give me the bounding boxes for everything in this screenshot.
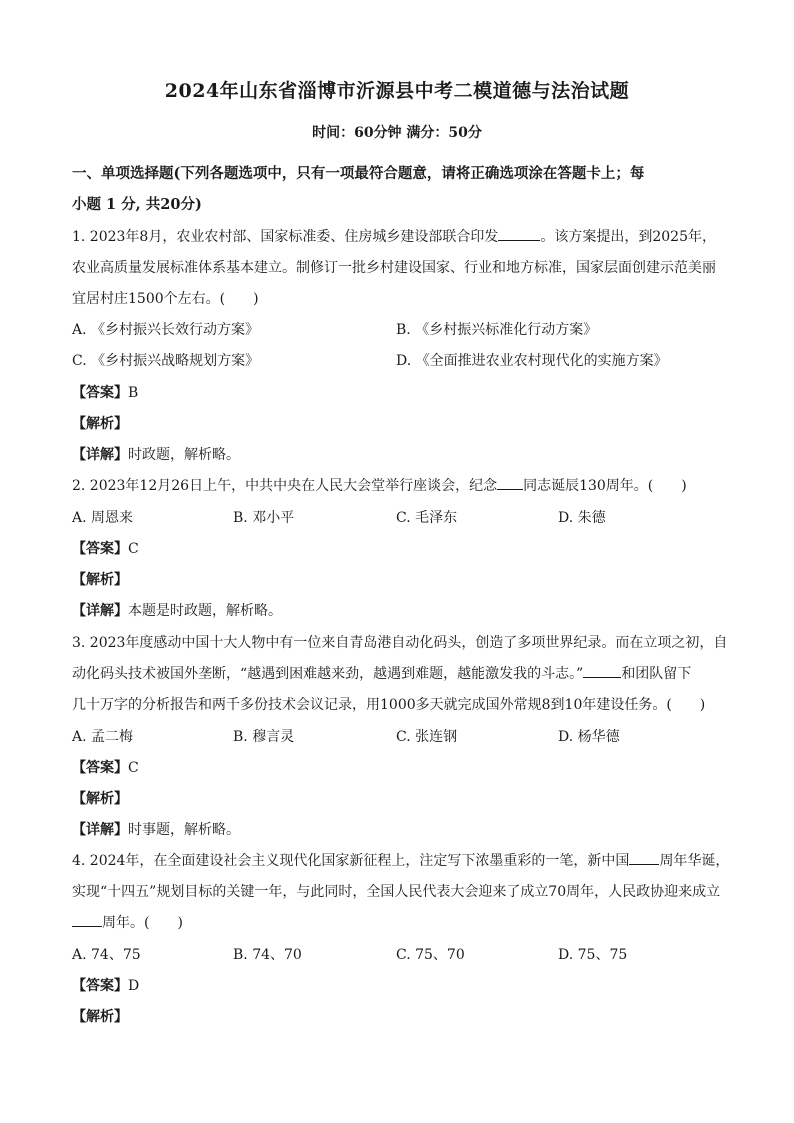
detail-text: 时政题，解析略。 (128, 447, 240, 463)
question-3-line2 (72, 663, 691, 683)
q1-detail (72, 444, 240, 464)
q2-answer (72, 538, 139, 558)
answer-label: 【答案】 (72, 385, 128, 401)
question-4-line2: 实现“十四五”规划目标的关键一年，与此同时，全国人民代表大会迎来了成立70周年，人民政协迎来成立 (72, 884, 721, 900)
question-2-text-a: 2. 2023年12月26日上午，中共中央在人民大会堂举行座谈会，纪念 (72, 478, 498, 494)
detail-text: 时事题，解析略。 (128, 822, 240, 838)
q3-option-b: B. 穆言灵 (233, 729, 295, 745)
question-1-line2: 农业高质量发展标准体系基本建立。制修订一批乡村建设国家、行业和地方标准，国家层面创建示范美丽 (72, 260, 716, 276)
q1-option-a: A. 《乡村振兴长效行动方案》 (72, 322, 260, 338)
q4-option-b: B. 74、70 (233, 947, 302, 963)
fill-blank (629, 852, 659, 865)
question-4-text-b: 周年华诞， (659, 853, 730, 869)
fill-blank (498, 228, 540, 241)
question-2-text-b: 同志诞辰130周年。( ) (523, 478, 687, 494)
page-title: 2024年山东省淄博市沂源县中考二模道德与法治试题 (164, 80, 630, 102)
section-heading-line1: 一、单项选择题(下列各题选项中，只有一项最符合题意，请将正确选项涂在答题卡上；每 (72, 165, 645, 182)
q2-option-b: B. 邓小平 (233, 510, 295, 526)
q3-detail (72, 819, 240, 839)
question-4-text-a: 4. 2024年，在全面建设社会主义现代化国家新征程上，注定写下浓墨重彩的一笔，新中国 (72, 853, 630, 869)
q1-option-d: D. 《全面推进农业农村现代化的实施方案》 (396, 353, 668, 369)
q4-analysis-label: 【解析】 (72, 1009, 128, 1025)
q3-option-a: A. 孟二梅 (72, 729, 134, 745)
answer-value: B (128, 385, 139, 401)
question-2-line1 (72, 475, 687, 495)
question-1-text-a: 1. 2023年8月，农业农村部、国家标准委、住房城乡建设部联合印发 (72, 229, 499, 245)
question-3-line3: 几十万字的分析报告和两千多份技术会议记录，用1000多天就完成国外常规8到10年建设任务。( ) (72, 697, 706, 713)
question-3-line1: 3. 2023年度感动中国十大人物中有一位来自青岛港自动化码头，创造了多项世界纪录。而在立项之初，自 (72, 635, 728, 651)
detail-label: 【详解】 (72, 447, 128, 463)
answer-label: 【答案】 (72, 978, 128, 994)
q1-analysis-label: 【解析】 (72, 416, 128, 432)
detail-label: 【详解】 (72, 603, 128, 619)
fill-blank (497, 477, 523, 490)
q4-answer (72, 975, 139, 995)
q1-option-b: B. 《乡村振兴标准化行动方案》 (396, 322, 598, 338)
question-3-text-b: 和团队留下 (621, 666, 692, 682)
question-1-line1 (72, 226, 716, 246)
q4-option-c: C. 75、70 (396, 947, 465, 963)
q3-option-c: C. 张连钢 (396, 729, 458, 745)
q4-option-a: A. 74、75 (72, 947, 141, 963)
section-heading-line2: 小题 1 分, 共20分) (72, 196, 202, 213)
answer-label: 【答案】 (72, 760, 128, 776)
fill-blank (583, 665, 621, 678)
fill-blank (72, 914, 102, 927)
q3-analysis-label: 【解析】 (72, 791, 128, 807)
question-3-text-a: 动化码头技术被国外垄断，“越遇到困难越来劲，越遇到难题，越能激发我的斗志。” (72, 666, 584, 682)
q2-option-d: D. 朱德 (558, 510, 606, 526)
answer-value: D (128, 978, 140, 994)
answer-value: C (128, 760, 139, 776)
question-4-line1 (72, 850, 729, 870)
q2-option-a: A. 周恩来 (72, 510, 134, 526)
detail-text: 本题是时政题，解析略。 (128, 603, 282, 619)
answer-value: C (128, 541, 139, 557)
q4-option-d: D. 75、75 (558, 947, 628, 963)
q2-option-c: C. 毛泽东 (396, 510, 458, 526)
q2-analysis-label: 【解析】 (72, 572, 128, 588)
q1-answer (72, 382, 138, 402)
question-1-text-b: 。该方案提出，到2025年， (540, 229, 716, 245)
exam-time-score: 时间：60分钟 满分：50分 (312, 125, 482, 141)
q3-option-d: D. 杨华德 (558, 729, 620, 745)
q2-detail (72, 600, 282, 620)
question-4-line3 (72, 912, 183, 932)
question-4-text-b2: 周年。( ) (102, 915, 183, 931)
q3-answer (72, 757, 139, 777)
answer-label: 【答案】 (72, 541, 128, 557)
detail-label: 【详解】 (72, 822, 128, 838)
q1-option-c: C. 《乡村振兴战略规划方案》 (72, 353, 260, 369)
question-1-line3: 宜居村庄1500个左右。( ) (72, 291, 259, 307)
